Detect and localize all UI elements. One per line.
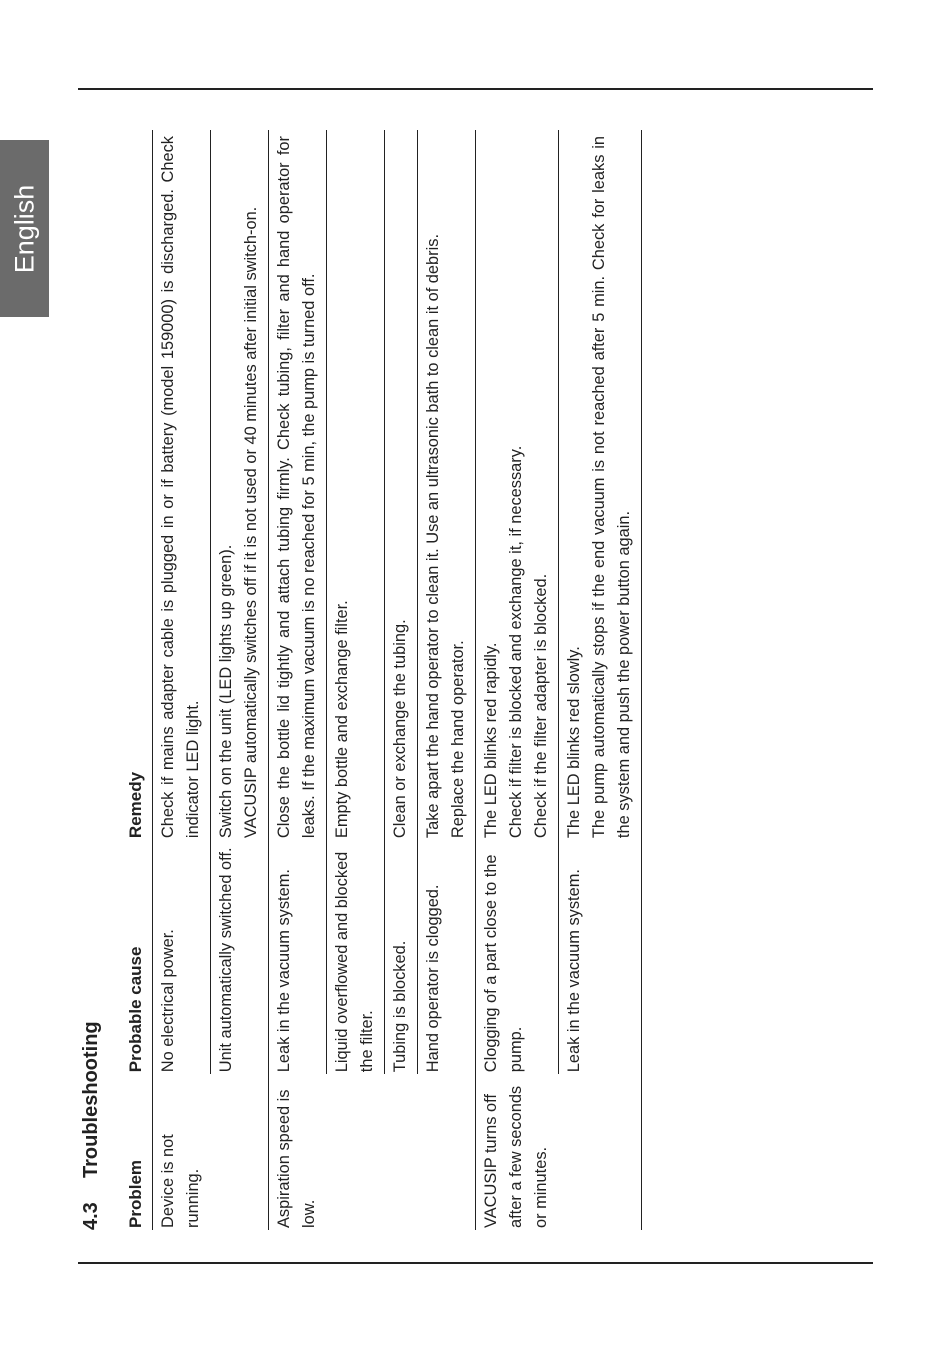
remedy-line: The LED blinks red rapidly. — [482, 642, 500, 839]
section-number: 4.3 — [80, 1202, 102, 1230]
remedy-line: Check if mains adapter cable is plugged in or if battery (model 159000) is discharged. Check indicator LED light. — [159, 136, 202, 839]
table-row — [327, 130, 385, 1230]
cause-cell: Unit automatically switched off. — [211, 840, 269, 1074]
remedy-cell — [418, 130, 476, 840]
cause-cell: Hand operator is clogged. — [418, 840, 476, 1074]
problem-cell: Device is not running. — [159, 1134, 202, 1228]
top-rule — [78, 88, 873, 90]
remedy-line: VACUSIP automatically switches off if it is not used or 40 minutes after initial switch-on. — [242, 206, 260, 839]
remedy-cell — [559, 130, 642, 840]
table-row — [211, 130, 269, 1230]
cause-cell: Clogging of a part close to the pump. — [482, 854, 525, 1073]
header-cause: Probable cause — [126, 946, 145, 1073]
cause-cell: No electrical power. — [159, 929, 177, 1073]
troubleshooting-table — [118, 130, 642, 1230]
remedy-line: Replace the hand operator. — [449, 640, 467, 839]
remedy-cell — [476, 130, 559, 840]
cause-cell: Leak in the vacuum system. — [559, 840, 642, 1074]
remedy-line: Close the bottle lid tightly and attach tubing firmly. Check tubing, filter and hand operator for leaks. If the maximum vacuum is no reached for 5 min, the pump is turned off. — [275, 136, 318, 839]
table-row — [476, 130, 559, 1230]
cause-cell: Leak in the vacuum system. — [275, 869, 293, 1073]
remedy-line: Empty bottle and exchange filter. — [333, 600, 351, 839]
table-row — [269, 130, 327, 1230]
bottom-rule — [78, 1262, 873, 1264]
table-row — [418, 130, 476, 1230]
remedy-line: Check if the filter adapter is blocked. — [532, 573, 550, 839]
table-row — [153, 130, 211, 1230]
section-title: Troubleshooting — [80, 1021, 102, 1178]
remedy-cell — [327, 130, 385, 840]
remedy-line: Switch on the unit (LED lights up green). — [217, 544, 235, 839]
cause-cell: Liquid overflowed and blocked the filter. — [327, 840, 385, 1074]
remedy-cell — [153, 130, 211, 840]
table-header-row — [118, 130, 153, 1230]
remedy-cell — [385, 130, 418, 840]
table-row — [559, 130, 642, 1230]
cause-cell: Tubing is blocked. — [385, 840, 418, 1074]
remedy-line: Clean or exchange the tubing. — [391, 619, 409, 839]
header-remedy: Remedy — [126, 771, 145, 839]
language-tab-label: English — [9, 184, 39, 273]
table-row — [385, 130, 418, 1230]
remedy-cell — [211, 130, 269, 840]
remedy-line: The LED blinks red slowly. — [565, 646, 583, 839]
remedy-line: The pump automatically stops if the end vacuum is not reached after 5 min. Check for leaks in the system and push the power button again. — [590, 136, 633, 839]
section-heading — [80, 1021, 114, 1230]
problem-cell: VACUSIP turns off after a few seconds or minutes. — [482, 1085, 550, 1228]
remedy-line: Check if filter is blocked and exchange it, if necessary. — [507, 445, 525, 839]
problem-cell: Aspiration speed is low. — [275, 1089, 318, 1228]
page-content — [80, 120, 740, 1230]
remedy-line: Take apart the hand operator to clean it. Use an ultrasonic bath to clean it of debris. — [424, 233, 442, 839]
header-problem: Problem — [126, 1159, 145, 1228]
remedy-cell — [269, 130, 327, 840]
language-tab[interactable] — [0, 140, 49, 317]
